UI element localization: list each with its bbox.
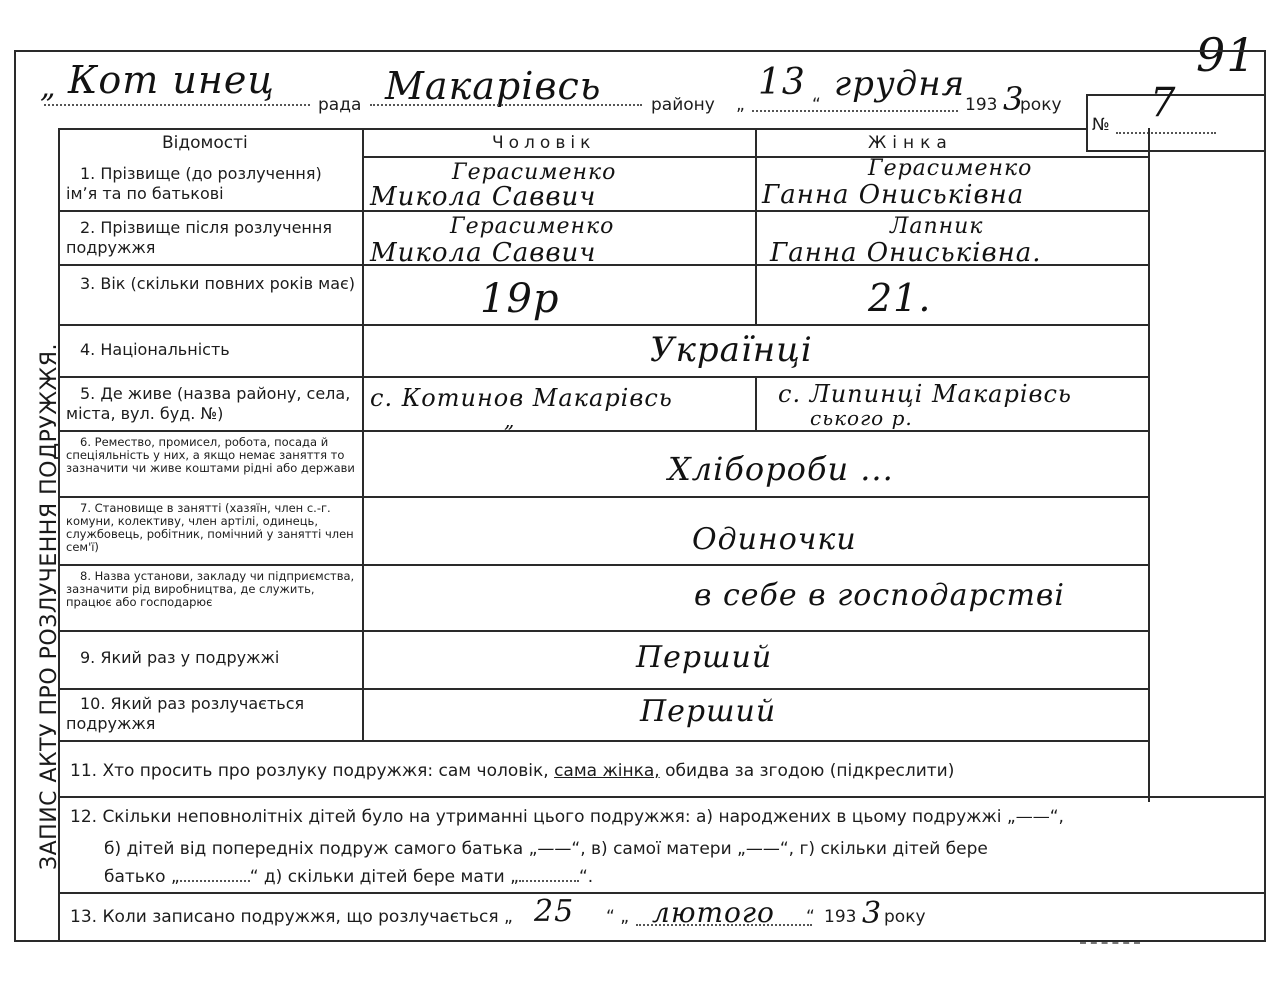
header-year-prefix: 193	[965, 95, 998, 115]
header-month-dots	[752, 110, 958, 112]
row-8-workplace: в себе в господарстві	[694, 578, 1065, 613]
row-9-marriage-count: Перший	[636, 640, 773, 675]
col-sep-husband-row5	[755, 376, 757, 430]
q12-line-1-end: “,	[1049, 807, 1064, 827]
table-top	[58, 128, 1088, 130]
col-header-husband: Чоловік	[492, 133, 596, 153]
header-council-name: Кот инец	[68, 58, 275, 102]
q11-text	[70, 760, 954, 782]
row-line-7	[58, 564, 1148, 566]
row-1-husband-name: Микола Саввич	[370, 182, 597, 212]
header-council-dots	[44, 104, 310, 106]
q12-dots-d	[180, 880, 250, 882]
bottom-right-mark	[1080, 942, 1140, 944]
row-2-wife-name: Ганна Ониськівна.	[770, 238, 1042, 268]
row-line-11	[58, 796, 1264, 798]
row-4-nationality: Українці	[650, 330, 813, 370]
header-raion-label: району	[651, 95, 715, 115]
q13-month: лютого	[652, 896, 775, 929]
frame-bottom	[14, 940, 1266, 942]
q12-line-1-text: 12. Скільки неповнолітніх дітей було на утриманні цього подружжя: а) народжених в цьому подружжі „	[70, 807, 1016, 827]
number-label: №	[1092, 115, 1110, 135]
q13-prefix: 13. Коли записано подружжя, що розлучається „	[70, 907, 513, 927]
row-6-occupation: Хлібороби ...	[668, 450, 894, 488]
row-2-husband-name: Микола Саввич	[370, 238, 597, 268]
col-sep-husband	[755, 128, 757, 324]
number-value: 7	[1150, 80, 1177, 126]
row-2-wife-surname: Лапник	[890, 214, 984, 239]
q12-line-2	[104, 838, 988, 860]
row-10-label: 10. Який раз розлучається подружжя	[66, 694, 305, 733]
row-7-status: Одиночки	[692, 522, 857, 557]
q11-prefix: 11. Хто просить про розлуку подружжя: сам чоловік,	[70, 761, 549, 781]
row-1-wife-name: Ганна Ониськівна	[762, 180, 1025, 210]
q13-roku-label: року	[884, 907, 926, 927]
row-2-husband-surname: Герасименко	[450, 214, 615, 239]
row-5-tick-mark: „	[504, 408, 516, 432]
header-roku-label: року	[1020, 95, 1062, 115]
row-4-label: 4. Національність	[80, 340, 230, 359]
table-right	[1148, 128, 1150, 802]
header-date-open-quote: „	[736, 95, 745, 115]
header-month: грудня	[834, 64, 966, 104]
frame-left	[14, 50, 16, 940]
row-line-3	[58, 324, 1148, 326]
row-line-4	[58, 376, 1148, 378]
row-line-6	[58, 496, 1148, 498]
row-1-label: 1. Прізвище (до розлучення) імʼя та по батькові	[66, 164, 322, 203]
q11-suffix: обидва за згодою (підкреслити)	[665, 761, 955, 781]
row-8-label: 8. Назва установи, закладу чи підприємства, зазначити рід виробництва, де служить, працює або господарює	[66, 569, 355, 609]
header-rada-label: рада	[318, 95, 362, 115]
number-dots	[1116, 132, 1216, 134]
q11-underlined: сама жінка,	[554, 761, 660, 781]
q13-month-dots	[636, 924, 812, 926]
row-3-label: 3. Вік (скільки повних років має)	[80, 274, 356, 293]
row-5-wife-residence: с. Липинці Макарівсь	[778, 380, 1072, 408]
q12-line-1	[70, 806, 1064, 828]
q12-line-2-b: “, в) самої матери „	[571, 839, 746, 859]
q13-day: 25	[534, 894, 575, 929]
q13-year-prefix: 193	[824, 907, 857, 927]
row-line-12	[58, 892, 1264, 894]
header-year-digit: 3	[1003, 80, 1025, 118]
row-5-wife-residence-cont: ського р.	[810, 406, 913, 430]
header-day: 13	[758, 62, 806, 103]
q12-line-2-c: “, г) скільки дітей бере	[779, 839, 988, 859]
frame-right	[1264, 50, 1266, 940]
row-2-label: 2. Прізвище після розлучення подружжя	[66, 218, 332, 257]
row-7-label: 7. Становище в занятті (хазяїн, член с.-г. комуни, колективу, член артілі, одинець, службовець, робітник, помічний у занятті член сем'ї)	[66, 501, 354, 554]
row-5-husband-residence: с. Котинов Макарівсь	[370, 384, 673, 412]
number-box-left	[1086, 94, 1088, 150]
q13-mid: “ „	[606, 907, 630, 927]
frame-top	[14, 50, 1266, 52]
q12-dash-a: ——	[1015, 807, 1050, 827]
row-5-label: 5. Де живе (назва району, села, міста, вул. буд. №)	[66, 384, 351, 423]
header-date-close-quote: “	[812, 95, 821, 115]
row-line-1	[58, 210, 1148, 212]
q12-line-3-c: “.	[578, 867, 594, 887]
header-open-quote: „	[40, 70, 57, 105]
header-district-dots	[370, 104, 642, 106]
q12-line-2-a: б) дітей від попередніх подруж самого батька „	[104, 839, 538, 859]
row-6-label: 6. Ремество, промисел, робота, посада й спеціяльність у них, а якщо немає заняття то зазначити чи живе коштами рідні або держави	[66, 435, 355, 475]
corner-mark: 91	[1196, 28, 1257, 82]
q13-year-digit: 3	[862, 896, 883, 931]
q12-dash-b: ——	[537, 839, 572, 859]
row-3-husband-age: 19р	[480, 276, 560, 322]
col-header-info: Відомості	[162, 133, 248, 153]
row-1-husband-surname: Герасименко	[452, 160, 617, 185]
row-9-label: 9. Який раз у подружжі	[80, 648, 280, 667]
row-line-9	[58, 688, 1148, 690]
q12-dots-e	[519, 880, 579, 882]
header-district-name: Макарівсь	[385, 64, 602, 108]
q12-line-3-b: “ д) скільки дітей бере мати „	[249, 867, 519, 887]
row-10-divorce-count: Перший	[640, 694, 777, 729]
col-header-wife: Жінка	[868, 133, 953, 153]
q12-line-3	[104, 866, 593, 888]
q12-line-3-a: батько „	[104, 867, 180, 887]
row-3-wife-age: 21.	[868, 276, 932, 320]
table-left	[58, 128, 60, 940]
row-line-5	[58, 430, 1148, 432]
row-line-8	[58, 630, 1148, 632]
q12-dash-c: ——	[745, 839, 780, 859]
row-line-10	[58, 740, 1148, 742]
col-sep-info	[362, 128, 364, 740]
number-box-bottom	[1086, 150, 1266, 152]
row-1-wife-surname: Герасименко	[868, 156, 1033, 181]
q13-end-quote: “	[806, 907, 815, 927]
